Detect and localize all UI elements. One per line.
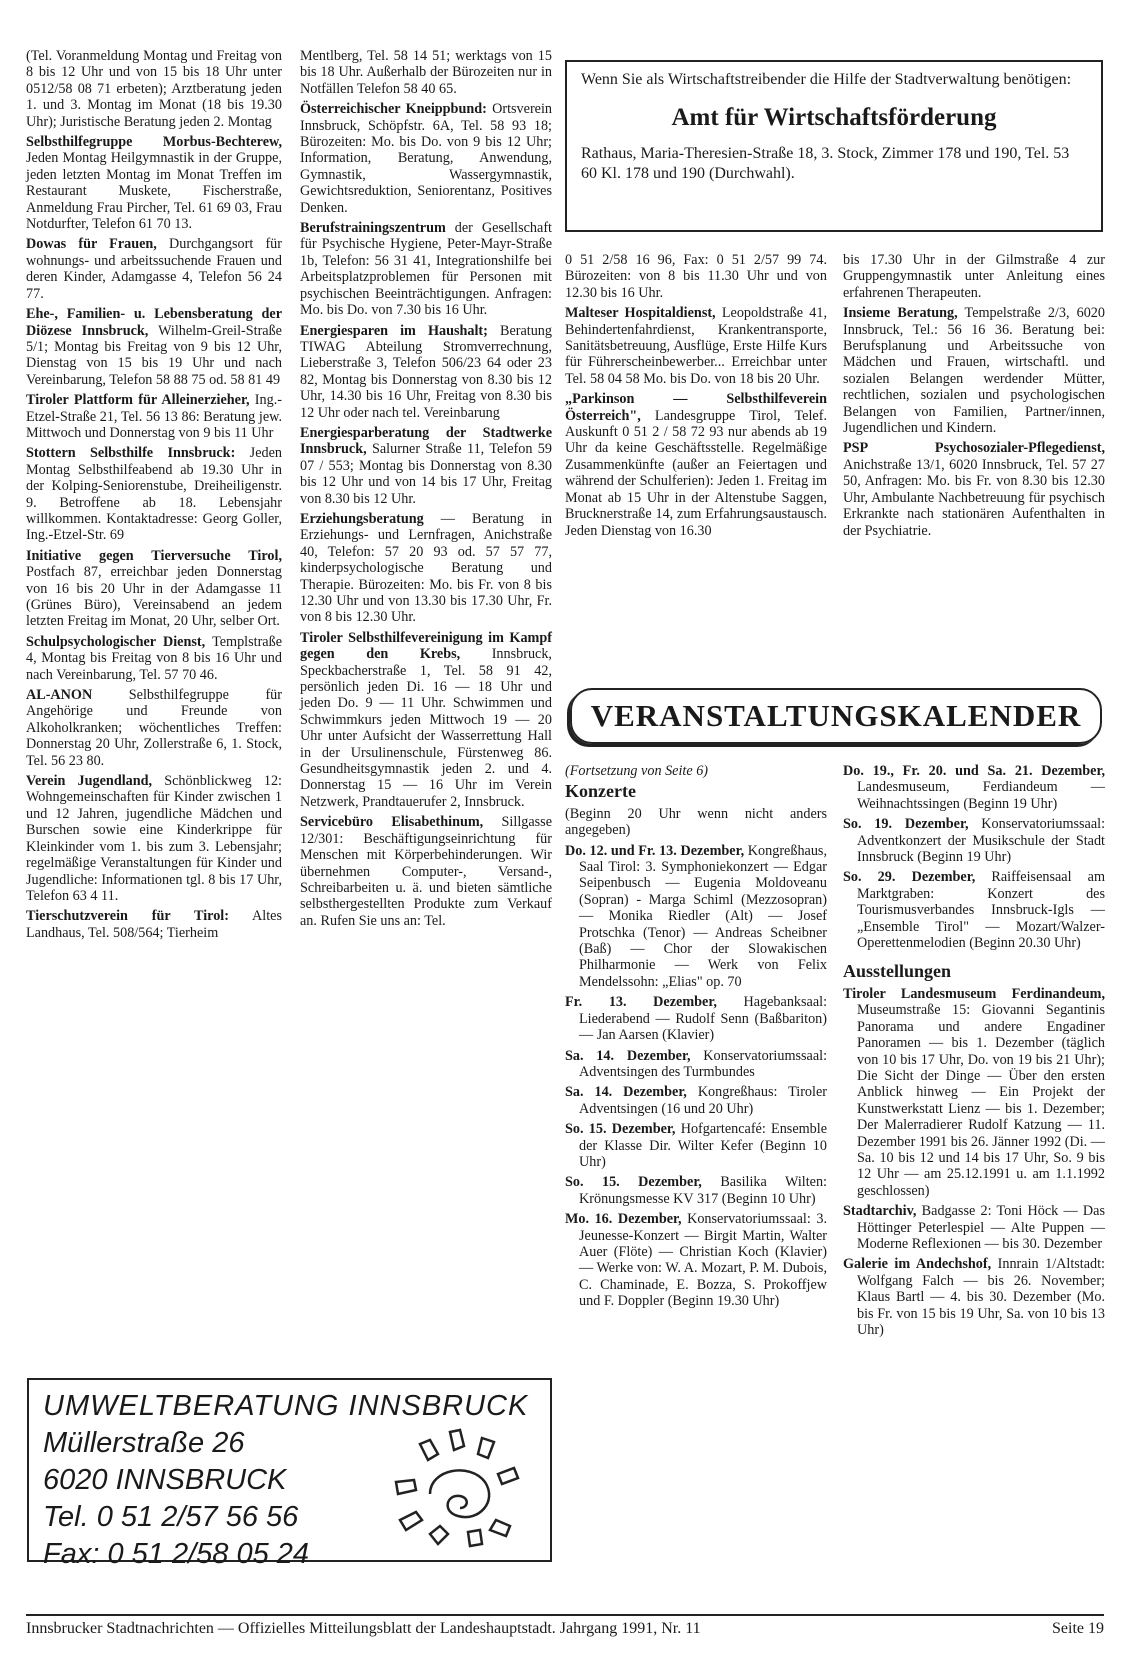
entry	[26, 634, 282, 683]
entry-text: Durchgangsort für wohnungs- und arbeitssuchende Frauen und deren Kinder, Adamgasse 4, Telefon 56 24 77.	[26, 236, 282, 302]
entry	[843, 763, 1105, 812]
sun-logo-icon	[390, 1424, 520, 1552]
entry	[843, 440, 1105, 538]
entry-name: Dowas für Frauen,	[26, 236, 157, 253]
entry-text: Landesmuseum, Ferdiandeum — Weihnachtssingen (Beginn 19 Uhr)	[857, 779, 1105, 812]
entry	[26, 48, 282, 130]
entry	[26, 236, 282, 302]
umwelt-title: UMWELTBERATUNG INNSBRUCK	[43, 1390, 529, 1422]
column-3	[565, 252, 827, 543]
veranstaltungskalender-heading: VERANSTALTUNGSKALENDER	[570, 688, 1102, 744]
entry	[565, 843, 827, 991]
entry-name: Tiroler Plattform für Alleinerzieher,	[26, 392, 250, 409]
entry	[300, 630, 552, 810]
entry-name: Mo. 16. Dezember,	[565, 1211, 682, 1228]
entry-name: „Parkinson — Selbsthilfeverein Österreich",	[565, 391, 827, 424]
entry-text: Basilika Wilten: Krönungsmesse KV 317 (Beginn 10 Uhr)	[579, 1174, 827, 1207]
entry	[300, 323, 552, 421]
entry	[843, 986, 1105, 1199]
entry	[843, 1256, 1105, 1338]
entry	[843, 869, 1105, 951]
entry-text: Museumstraße 15: Giovanni Segantinis Panorama und andere Engadiner Panoramen — bis 1. Dezember (täglich von 10 bis 17 Uhr, Do. von 19 bis 21 Uhr); Die Sicht der Dinge — Über den ersten Anblick hinweg — Ein Projekt der Kunstwerkstatt Lienz — bis 1. Dezember; Der Malerradierer Rudolf Katzung — 11. Dezember 1991 bis 26. Jänner 1992 (Di. — Sa. 10 bis 12 und 14 bis 17 Uhr, So. 9 bis 12 Uhr — am 25.12.1991 u. am 1.1.1992 geschlossen)	[857, 1002, 1105, 1199]
entry-name: Fr. 13. Dezember,	[565, 994, 717, 1011]
entry	[565, 391, 827, 539]
entry	[26, 445, 282, 543]
ausstellungen-list	[843, 986, 1105, 1339]
entry-text: Leopoldstraße 41, Behindertenfahrdienst, Krankentransporte, Sanitätsbetreuung, Ausflüge, Erste Hilfe Kurs für Führerscheinbewerber... Erreichbar unter Tel. 58 04 58 Mo. bis Do. von 18 bis 20 Uhr.	[565, 305, 827, 387]
entry-text: Beratung TIWAG Abteilung Stromverrechnung, Lieberstraße 3, Telefon 506/23 64 oder 23 82, Montag bis Donnerstag von 8.30 bis 12 Uhr, 14.30 bis 16 Uhr, Freitag von 8.30 bis 12 Uhr oder nach tel. Vereinbarung	[300, 322, 552, 421]
entry-text: Konservatoriumssaal: Adventkonzert der Musikschule der Stadt Innsbruck (Beginn 19 Uhr)	[857, 816, 1106, 866]
column-2	[300, 48, 552, 933]
entry-text: Selbsthilfegruppe für Angehörige und Freunde von Alkoholkranken; wöchentliches Treffen: Donnerstag 20 Uhr, Zollerstraße 6, 1. Stock, Tel. 56 23 80.	[26, 687, 282, 769]
umwelt-street: Müllerstraße 26	[43, 1427, 245, 1459]
entry-name: So. 15. Dezember,	[565, 1121, 676, 1138]
entry	[300, 511, 552, 626]
entry-name: Erziehungsberatung	[300, 510, 424, 527]
entry-name: So. 29. Dezember,	[843, 869, 976, 886]
entry-name: Initiative gegen Tierversuche Tirol,	[26, 547, 282, 564]
entry	[565, 1174, 827, 1207]
entry	[26, 773, 282, 904]
entry-text: Landesgruppe Tirol, Telef. Auskunft 0 51 2 / 58 72 93 nur abends ab 19 Uhr da keine Geschäftsstelle. Regelmäßige Zusammenkünfte (außer an Feiertagen und während der Schulferien): Jeden 1. Freitag im Monat ab 15 Uhr in der Altenstube Saggen, Brucknerstraße 14, zum Erfahrungsaustausch. Jeden Dienstag von 16.30	[565, 407, 827, 539]
entry-text: der Gesellschaft für Psychische Hygiene, Peter-Mayr-Straße 1b, Telefon: 56 31 41, Integrationshilfe bei Arbeitsplatzproblemen für Personen mit psychischen Beeinträchtigungen. Anfragen: Mo. bis Do. von 7.30 bis 16 Uhr.	[300, 220, 552, 319]
entry-text: Konservatoriumssaal: 3. Jeunesse-Konzert — Birgit Martin, Walter Auer (Flöte) — Christian Koch (Klavier) — Werke von: W. A. Mozart, P. M. Dubois, C. Chaminade, E. Bozza, S. Prokoffjew und F. Doppler (Beginn 19.30 Uhr)	[579, 1211, 827, 1310]
wirtschaftsfoerderung-box	[565, 60, 1103, 232]
column-6	[843, 763, 1105, 1342]
page-number: Seite 19	[1052, 1620, 1104, 1637]
entry-text: Kongreßhaus, Saal Tirol: 3. Symphoniekonzert — Edgar Seipenbusch — Eugenia Moldoveanu (Sopran) - Marga Schiml (Mezzosopran) — Monika Riedler (Alt) — Josef Protschka (Tenor) — Andreas Scheibner (Baß) — Chor der Slowakischen Philharmonie — Werk von Felix Mendelssohn: „Elias" op. 70	[579, 842, 827, 990]
entry-text: Templstraße 4, Montag bis Freitag von 8 bis 16 Uhr und nach Vereinbarung, Tel. 57 70 46.	[26, 633, 282, 683]
entry-text: Tempelstraße 2/3, 6020 Innsbruck, Tel.: 56 16 36. Beratung bei: Berufsplanung und Arbeitssuche von Mädchen und Frauen, wirtschaftl. und sozialen Belangen werdender Mütter, rechtlichen, sozialen und psychologischen Belangen von Familien, Partner/innen, Jugendlichen und Kindern.	[843, 305, 1105, 437]
entry-text: Ing.-Etzel-Straße 21, Tel. 56 13 86: Beratung jew. Mittwoch und Donnerstag von 9 bis 11 Uhr	[26, 392, 282, 441]
column-4	[843, 252, 1105, 543]
entry-name: Malteser Hospitaldienst,	[565, 305, 716, 322]
ausstellungen-heading: Ausstellungen	[843, 961, 952, 982]
entry	[26, 134, 282, 232]
entry-text: bis 17.30 Uhr in der Gilmstraße 4 zur Gruppengymnastik unter Anleitung eines erfahrenen Therapeuten.	[843, 252, 1105, 301]
entry	[300, 48, 552, 97]
entry-name: Selbsthilfegruppe Morbus-Bechterew,	[26, 134, 282, 151]
entry-name: PSP Psychosozialer-Pflegedienst,	[843, 440, 1105, 457]
entry	[843, 305, 1105, 436]
entry-text: Wilhelm-Greil-Straße 5/1; Montag bis Freitag von 9 bis 12 Uhr, Dienstag von 15 bis 19 Uhr und nach Vereinbarung, Telefon 58 88 75 od. 58 81 49	[26, 322, 282, 388]
entry-text: Kongreßhaus: Tiroler Adventsingen (16 und 20 Uhr)	[579, 1084, 827, 1117]
entry-text: Ortsverein Innsbruck, Schöpfstr. 6A, Tel. 58 93 18; Bürozeiten: Mo. bis Do. von 9 bis 12 Uhr; Information, Beratung, Anwendung, Gymnastik, Wassergymnastik, Gewichtsreduktion, Seniorentanz, Positives Denken.	[300, 101, 552, 216]
entry	[300, 220, 552, 318]
entry	[565, 1084, 827, 1117]
entry-name: Ehe-, Familien- u. Lebensberatung der Diözese Innsbruck,	[26, 306, 282, 339]
entry-text: Badgasse 2: Toni Höck — Das Höttinger Peterlespiel — Alte Puppen — Moderne Reflexionen — bis 30. Dezember	[857, 1203, 1105, 1252]
konzerte-list-cont	[843, 763, 1105, 951]
entry-name: Tiroler Selbsthilfevereinigung im Kampf gegen den Krebs,	[300, 629, 552, 663]
entry-name: So. 19. Dezember,	[843, 816, 969, 833]
entry-text: (Tel. Voranmeldung Montag und Freitag von 8 bis 12 Uhr und von 15 bis 18 Uhr unter 0512/58 08 71 erbeten); Arztberatung jeden 1. und 3. Montag im Monat (18 bis 19.30 Uhr); Juristische Beratung jeden 2. Montag	[26, 48, 282, 130]
entry-name: Do. 19., Fr. 20. und Sa. 21. Dezember,	[843, 763, 1105, 779]
entry	[26, 306, 282, 388]
entry	[843, 816, 1105, 865]
continuation-note: (Fortsetzung von Seite 6)	[565, 763, 709, 779]
entry-name: AL-ANON	[26, 687, 93, 704]
entry	[565, 994, 827, 1043]
column-1	[26, 48, 282, 945]
entry	[843, 1203, 1105, 1252]
entry	[565, 252, 827, 301]
entry-name: Schulpsychologischer Dienst,	[26, 633, 206, 650]
entry-name: Stadtarchiv,	[843, 1203, 917, 1220]
entry-text: Sillgasse 12/301: Beschäftigungseinrichtung für Menschen mit Körperbehinderungen. Wir übernehmen Computer-, Versand-, Schreibarbeiten u. ä. und bieten sämtliche selbsthergestellten Produkte zum Verkauf an. Rufen Sie uns an: Tel.	[300, 814, 552, 929]
wf-intro: Wenn Sie als Wirtschaftstreibender die Hilfe der Stadtverwaltung benötigen:	[581, 71, 1072, 88]
entry-text: Konservatoriumssaal: Adventsingen des Turmbundes	[579, 1047, 828, 1080]
umwelt-fax: Fax: 0 51 2/58 05 24	[43, 1538, 310, 1570]
umwelt-city: 6020 INNSBRUCK	[43, 1464, 287, 1496]
entry-text: Hofgartencafé: Ensemble der Klasse Dir. Wilter Kefer (Beginn 10 Uhr)	[579, 1121, 827, 1170]
umwelt-tel: Tel. 0 51 2/57 56 56	[43, 1501, 299, 1533]
entry	[26, 908, 282, 941]
entry-text: Altes Landhaus, Tel. 508/564; Tierheim	[26, 908, 282, 941]
entry	[565, 1121, 827, 1170]
entry-name: Österreichischer Kneippbund:	[300, 101, 487, 118]
entry-text: — Beratung in Erziehungs- und Lernfragen, Anichstraße 40, Telefon: 57 20 93 od. 57 57 77, kinderpsychologische Beratung und Therapie. Bürozeiten: Mo. bis Fr. von 8 bis 12.30 Uhr und von 13.30 bis 17.30 Uhr, Fr. von 8 bis 12.30 Uhr.	[300, 510, 552, 626]
entry-name: Stottern Selbsthilfe Innsbruck:	[26, 445, 236, 462]
entry-name: Sa. 14. Dezember,	[565, 1084, 687, 1101]
entry-text: Raiffeisensaal am Marktgraben: Konzert des Tourismusverbandes Innsbruck-Igls — „Ensemble Tirol" — Mozart/Walzer-Operettenmelodien (Beginn 20.30 Uhr)	[857, 869, 1106, 952]
entry	[565, 1048, 827, 1081]
column-5	[565, 763, 827, 1314]
footer-publication: Innsbrucker Stadtnachrichten — Offizielles Mitteilungsblatt der Landeshauptstadt. Jahrgang 1991, Nr. 11	[26, 1620, 701, 1637]
entry	[26, 392, 282, 441]
entry-text: Postfach 87, erreichbar jeden Donnerstag von 16 bis 20 Uhr in der Adamgasse 11 (Grünes Büro), Vereinsabend an jedem letzten Freitag im Monat, 20 Uhr, selber Ort.	[26, 564, 282, 630]
entry-name: Berufstrainingszentrum	[300, 220, 446, 237]
entry	[300, 425, 552, 507]
entry	[300, 814, 552, 929]
entry-text: Jeden Montag Heilgymnastik in der Gruppe, jeden letzten Montag im Monat Treffen im Restaurant Muskete, Fischerstraße, Anmeldung Frau Pircher, Tel. 61 69 03, Frau Notdurfter, Telefon 61 70 13.	[26, 150, 282, 233]
entry-text: Innsbruck, Speckbacherstraße 1, Tel. 58 91 42, persönlich jeden Di. 16 — 18 Uhr und jeden Do. 9 — 11 Uhr. Schwimmen und Schwimmkurs jeden Mittwoch 19 — 20 Uhr unter Aufsicht der Wasserrettung Hall in der Ursulinenschule, Fürstenweg 86. Gesundheitsgymnastik jeden 2. und 4. Donnerstag 15 — 16 Uhr im Verein Netzwerk, Prandtauerufer 2, Innsbruck.	[300, 646, 552, 810]
entry-name: Energiesparberatung der Stadtwerke Innsbruck,	[300, 424, 552, 458]
entry	[26, 687, 282, 769]
entry-text: 0 51 2/58 16 96, Fax: 0 51 2/57 99 74. Bürozeiten: von 8 bis 11.30 Uhr und von 12.30 bis 16 Uhr.	[565, 252, 827, 301]
entry-text: Schönblickweg 12: Wohngemeinschaften für Kinder zwischen 1 und 12 Jahren, jugendliche Mädchen und Burschen sowie eine Kinderkrippe für Kleinkinder vom 1. bis zum 3. Lebensjahr; regelmäßige Veranstaltungen für Kinder und Jugendliche: Informationen tgl. 8 bis 17 Uhr, Telefon 63 4 11.	[26, 773, 282, 904]
page-footer	[26, 1614, 1104, 1638]
entry-name: Tierschutzverein für Tirol:	[26, 908, 229, 925]
entry-name: Galerie im Andechshof,	[843, 1256, 992, 1273]
entry	[565, 1211, 827, 1309]
entry	[300, 101, 552, 216]
entry	[565, 305, 827, 387]
entry-name: Sa. 14. Dezember,	[565, 1047, 691, 1064]
entry-name: So. 15. Dezember,	[565, 1174, 702, 1191]
entry-text: Hagebanksaal: Liederabend — Rudolf Senn (Baßbariton) — Jan Aarsen (Klavier)	[579, 994, 828, 1044]
entry-name: Energiesparen im Haushalt;	[300, 322, 488, 339]
entry-name: Do. 12. und Fr. 13. Dezember,	[565, 842, 745, 859]
entry-text: Salurner Straße 11, Telefon 59 07 / 553; Montag bis Donnerstag von 8.30 bis 12 Uhr und von 14 bis 17 Uhr, Freitag von 8.30 bis 12 Uhr.	[300, 441, 552, 507]
wf-address: Rathaus, Maria-Theresien-Straße 18, 3. Stock, Zimmer 178 und 190, Tel. 53 60 Kl. 178 und 190 (Durchwahl).	[581, 145, 1070, 182]
konzerte-list	[565, 843, 827, 1310]
entry	[843, 252, 1105, 301]
entry	[26, 548, 282, 630]
entry-name: Tiroler Landesmuseum Ferdinandeum,	[843, 985, 1105, 1002]
entry-text: Anichstraße 13/1, 6020 Innsbruck, Tel. 57 27 50, Anfragen: Mo. bis Fr. von 8.30 bis 12.30 Uhr, Ambulante Nachbetreuung für psychisch Erkrankte nach stationären Aufenthalten in der Psychiatrie.	[843, 456, 1105, 539]
entry-text: Jeden Montag Selbsthilfeabend ab 19.30 Uhr in der Kolping-Seniorenstube, Dreiheiligenstr. 9. Betroffene ab 18. Lebensjahr willkommen. Kontaktadresse: Georg Goller, Ing.-Etzel-Str. 69	[26, 445, 282, 544]
entry-text: Innrain 1/Altstadt: Wolfgang Falch — bis 26. November; Klaus Bartl — 4. bis 30. Dezember (Mo. bis Fr. von 15 bis 19 Uhr, Sa. von 10 bis 13 Uhr)	[857, 1256, 1106, 1338]
entry-name: Insieme Beratung,	[843, 305, 958, 322]
wf-title: Amt für Wirtschaftsförderung	[671, 104, 997, 131]
umweltberatung-ad	[27, 1378, 552, 1570]
konzerte-heading: Konzerte	[565, 781, 636, 802]
entry-text: Mentlberg, Tel. 58 14 51; werktags von 15 bis 18 Uhr. Außerhalb der Bürozeiten nur in Notfällen Telefon 58 40 65.	[300, 48, 552, 97]
entry-name: Verein Jugendland,	[26, 773, 153, 790]
entry-name: Servicebüro Elisabethinum,	[300, 814, 484, 831]
konzerte-subtitle: (Beginn 20 Uhr wenn nicht anders angegeben)	[565, 805, 827, 839]
